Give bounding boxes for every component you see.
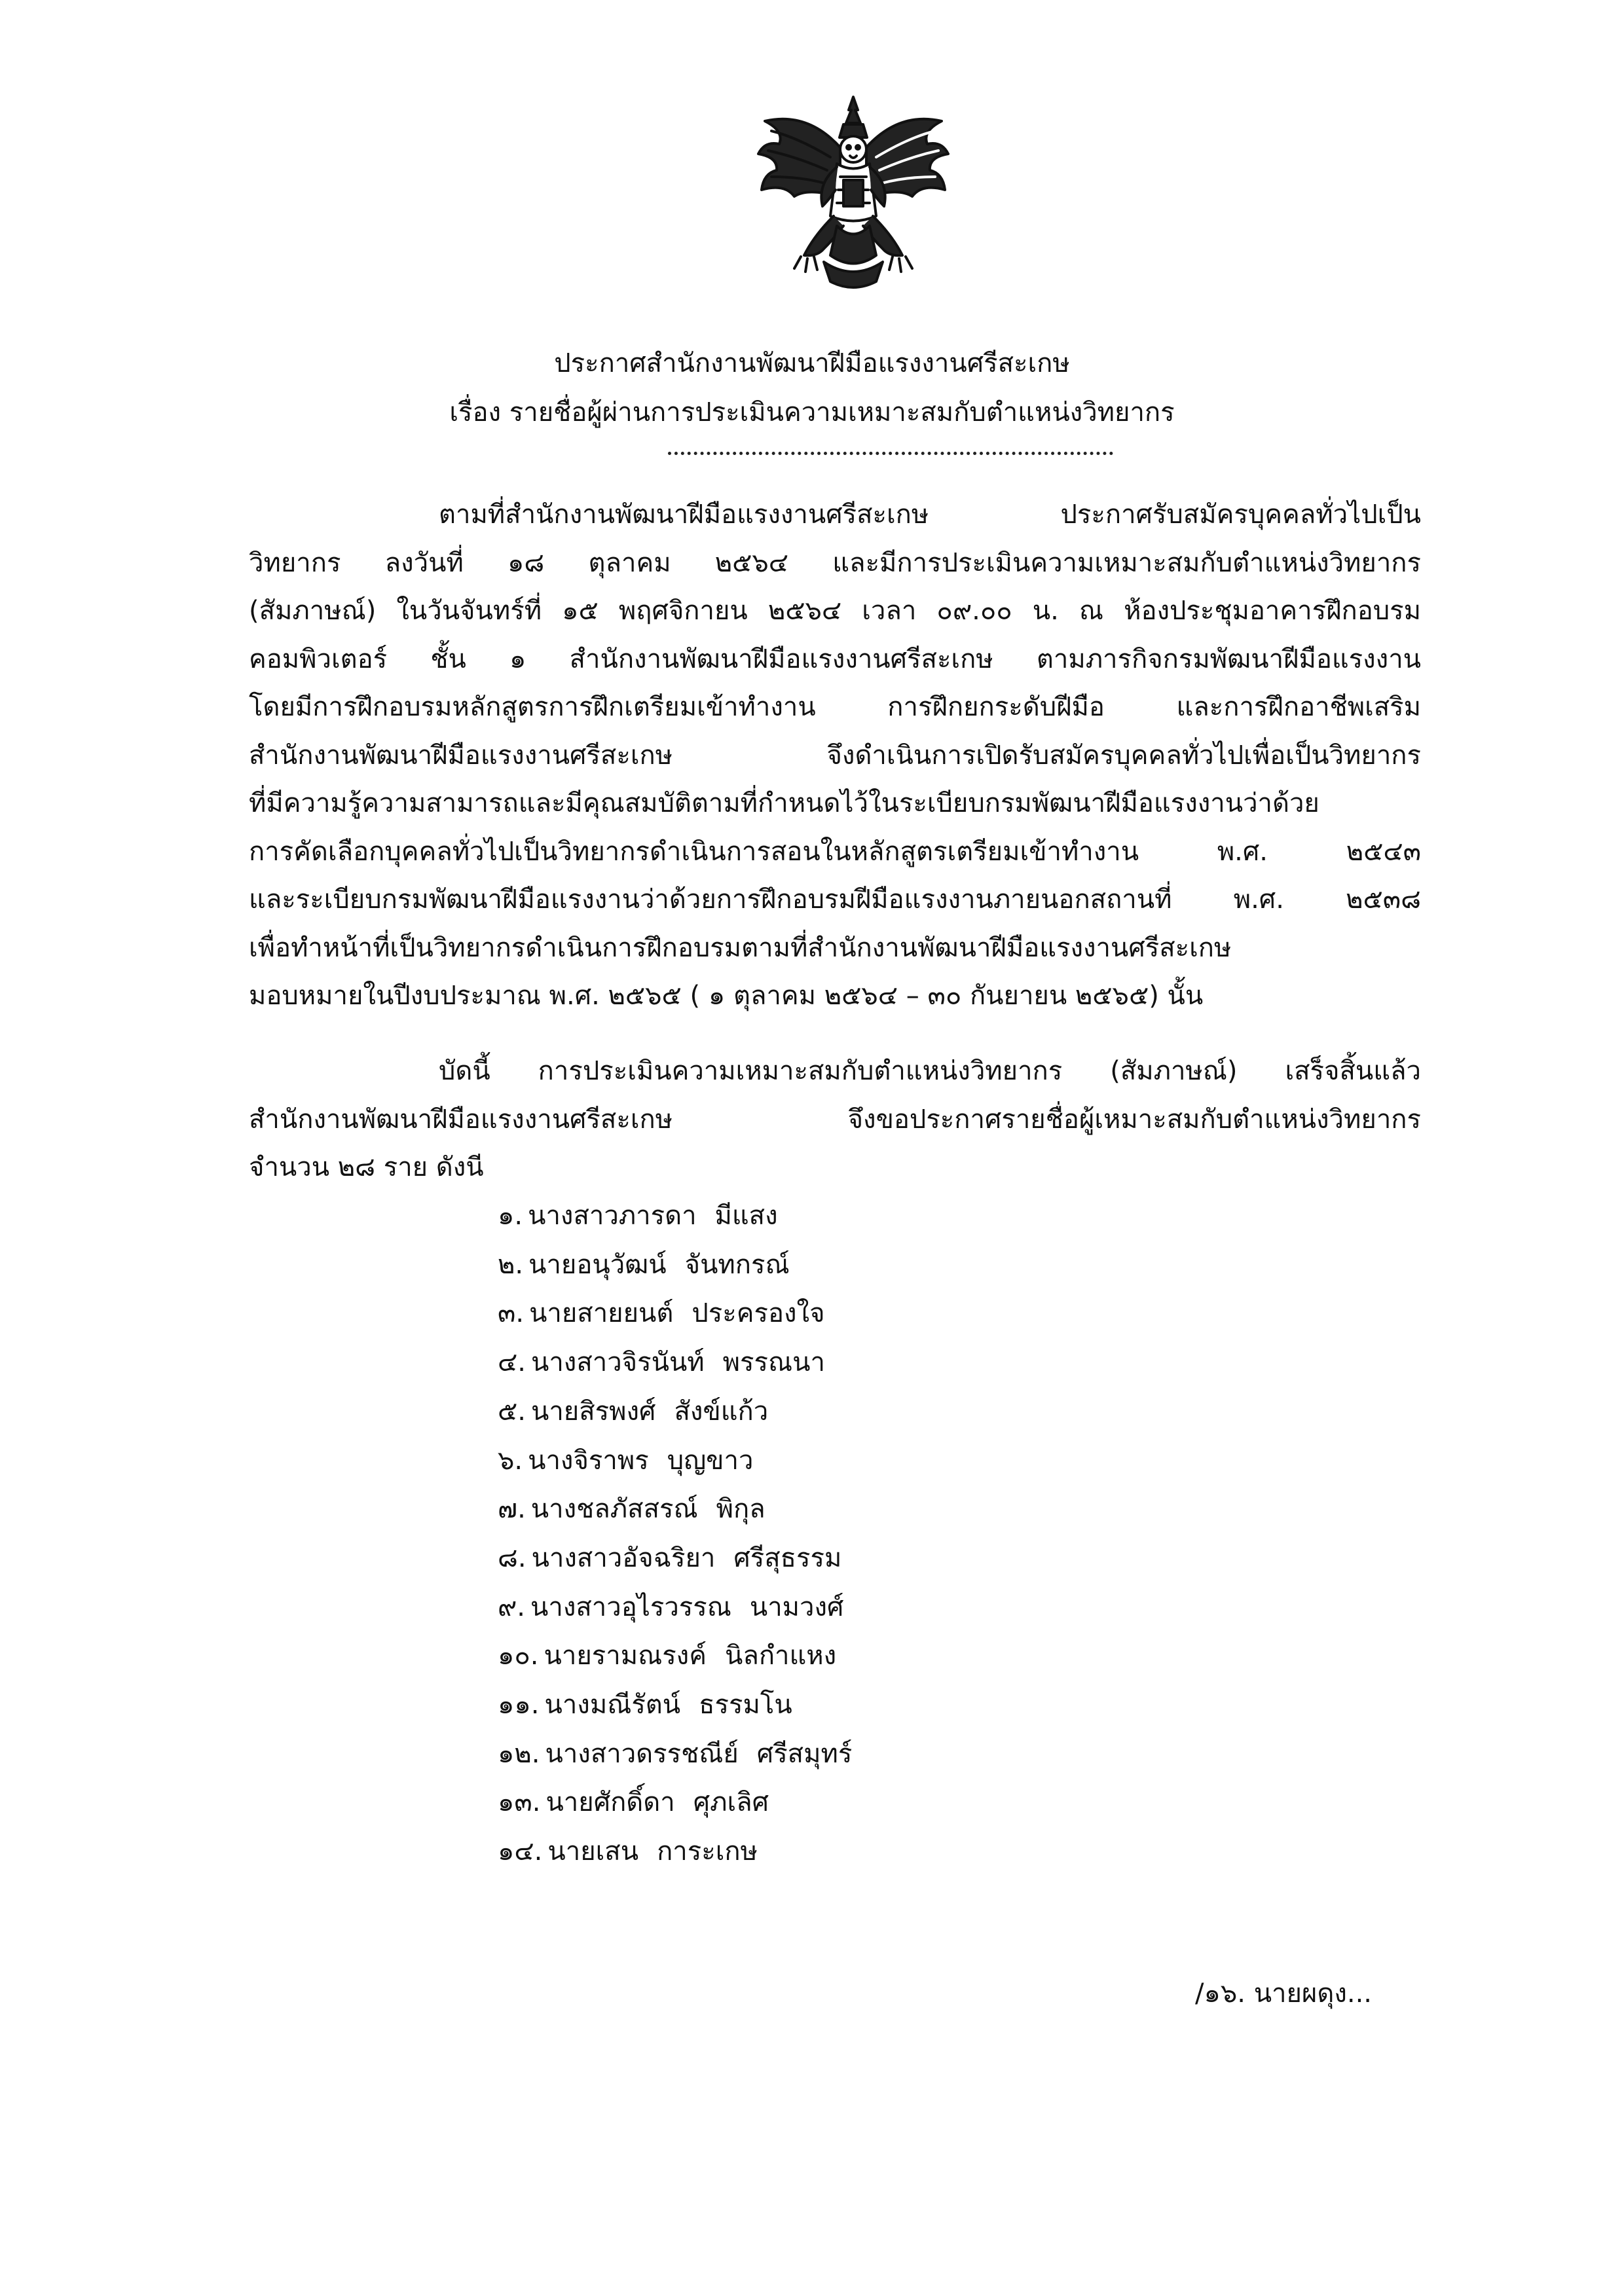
item-first-name: นายอนุวัฒน์	[528, 1249, 667, 1280]
list-item	[498, 1631, 852, 1681]
paragraph-line: มอบหมายในปีงบประมาณ พ.ศ. ๒๕๖๕ ( ๑ ตุลาคม ๒๕๖๔ – ๓๐ กันยายน ๒๕๖๕) นั้น	[249, 981, 1204, 1011]
list-item	[498, 1778, 852, 1827]
list-item	[498, 1289, 852, 1338]
paragraph-line: และระเบียบกรมพัฒนาฝีมือแรงงานว่าด้วยการฝึกอบรมฝีมือแรงงานภายนอกสถานที่ พ.ศ. ๒๕๓๘	[249, 884, 1421, 915]
paragraph-line: การคัดเลือกบุคคลทั่วไปเป็นวิทยากรดำเนินการสอนในหลักสูตรเตรียมเข้าทำงาน พ.ศ. ๒๕๔๓	[249, 836, 1421, 867]
paragraph-line: (สัมภาษณ์) ในวันจันทร์ที่ ๑๕ พฤศจิกายน ๒๕๖๔ เวลา ๐๙.๐๐ น. ณ ห้องประชุมอาคารฝึกอบรม	[249, 596, 1421, 626]
item-last-name: มีแสง	[714, 1201, 778, 1231]
item-last-name: ธรรมโน	[699, 1690, 792, 1721]
item-last-name: การะเกษ	[657, 1836, 758, 1867]
item-last-name: จันทกรณ์	[684, 1249, 790, 1280]
paragraph-line: บัดนี้ การประเมินความเหมาะสมกับตำแหน่งวิทยากร (สัมภาษณ์) เสร็จสิ้นแล้ว	[439, 1056, 1421, 1086]
list-item	[498, 1583, 852, 1632]
list-item	[498, 1485, 852, 1534]
item-first-name: นายสิรพงศ์	[531, 1396, 656, 1427]
list-item	[498, 1730, 852, 1779]
item-last-name: ศรีสุธรรม	[733, 1542, 842, 1573]
garuda-emblem-icon	[745, 85, 961, 301]
item-number: ๑.	[498, 1201, 523, 1231]
paragraph-line: โดยมีการฝึกอบรมหลักสูตรการฝึกเตรียมเข้าทำงาน การฝึกยกระดับฝีมือ และการฝึกอาชีพเสริม	[249, 692, 1421, 722]
item-first-name: นางสาวจิรนันท์	[531, 1347, 705, 1378]
item-first-name: นายศักดิ์ดา	[545, 1787, 675, 1818]
item-first-name: นางสาวอุไรวรรณ	[530, 1592, 731, 1622]
paragraph-line: สำนักงานพัฒนาฝีมือแรงงานศรีสะเกษ จึงขอประกาศรายชื่อผู้เหมาะสมกับตำแหน่งวิทยากร	[249, 1104, 1421, 1135]
paragraph-line: คอมพิวเตอร์ ชั้น ๑ สำนักงานพัฒนาฝีมือแรงงานศรีสะเกษ ตามภารกิจกรมพัฒนาฝีมือแรงงาน	[249, 644, 1421, 674]
item-last-name: พิกุล	[716, 1494, 766, 1525]
list-item	[498, 1241, 852, 1290]
paragraph-line: เพื่อทำหน้าที่เป็นวิทยากรดำเนินการฝึกอบรมตามที่สำนักงานพัฒนาฝีมือแรงงานศรีสะเกษ	[249, 932, 1232, 963]
page-continuation: /๑๖. นายผดุง...	[1195, 1978, 1373, 2009]
item-number: ๘.	[498, 1542, 526, 1573]
item-number: ๕.	[498, 1396, 526, 1427]
list-item	[498, 1338, 852, 1387]
item-last-name: สังข์แก้ว	[674, 1396, 769, 1427]
item-first-name: นางมณีรัตน์	[544, 1690, 681, 1721]
announcement-title: ประกาศสำนักงานพัฒนาฝีมือแรงงานศรีสะเกษ	[554, 348, 1070, 378]
item-last-name: บุญขาว	[667, 1445, 754, 1476]
item-number: ๑๓.	[498, 1787, 541, 1818]
item-number: ๑๒.	[498, 1738, 540, 1769]
paragraph-line: ตามที่สำนักงานพัฒนาฝีมือแรงงานศรีสะเกษ ประกาศรับสมัครบุคคลทั่วไปเป็น	[439, 500, 1421, 530]
item-last-name: ศุภเลิศ	[693, 1787, 769, 1818]
list-item	[498, 1827, 852, 1876]
item-last-name: พรรณนา	[722, 1347, 825, 1378]
item-first-name: นางชลภัสสรณ์	[530, 1494, 698, 1525]
item-first-name: นายเสน	[547, 1836, 639, 1867]
item-first-name: นางจิราพร	[528, 1445, 649, 1476]
item-number: ๒.	[498, 1249, 524, 1280]
body-paragraph-1	[249, 491, 1421, 1021]
item-number: ๗.	[498, 1494, 526, 1525]
list-item	[498, 1681, 852, 1730]
name-list	[498, 1192, 852, 1876]
announcement-subject: เรื่อง รายชื่อผู้ผ่านการประเมินความเหมาะสมกับตำแหน่งวิทยากร	[449, 397, 1175, 428]
item-number: ๓.	[498, 1298, 525, 1329]
paragraph-line: วิทยากร ลงวันที่ ๑๘ ตุลาคม ๒๕๖๔ และมีการประเมินความเหมาะสมกับตำแหน่งวิทยากร	[249, 547, 1421, 578]
item-first-name: นางสาวดรรชณีย์	[545, 1738, 739, 1769]
item-first-name: นายรามณรงค์	[544, 1641, 707, 1671]
item-first-name: นางสาวอัจฉริยา	[531, 1542, 716, 1573]
item-number: ๖.	[498, 1445, 523, 1476]
item-number: ๙.	[498, 1592, 526, 1622]
item-number: ๑๐.	[498, 1641, 539, 1671]
item-last-name: ศรีสมุทร์	[756, 1738, 853, 1769]
paragraph-line: สำนักงานพัฒนาฝีมือแรงงานศรีสะเกษ จึงดำเนินการเปิดรับสมัครบุคคลทั่วไปเพื่อเป็นวิทยากร	[249, 740, 1421, 771]
paragraph-line: ที่มีความรู้ความสามารถและมีคุณสมบัติตามที่กำหนดไว้ในระเบียบกรมพัฒนาฝีมือแรงงานว่าด้วย	[249, 788, 1320, 818]
item-number: ๔.	[498, 1347, 526, 1378]
dotted-divider	[668, 452, 1113, 455]
list-item	[498, 1534, 852, 1583]
item-first-name: นายสายยนต์	[529, 1298, 674, 1329]
list-item	[498, 1192, 852, 1241]
item-number: ๑๔.	[498, 1836, 543, 1867]
item-last-name: นามวงศ์	[749, 1592, 844, 1622]
list-item	[498, 1436, 852, 1485]
list-item	[498, 1387, 852, 1436]
item-last-name: นิลกำแหง	[724, 1641, 837, 1671]
body-paragraph-2	[249, 1048, 1421, 1192]
item-number: ๑๑.	[498, 1690, 540, 1721]
item-first-name: นางสาวภารดา	[528, 1201, 697, 1231]
paragraph-line: จำนวน ๒๘ ราย ดังนี	[249, 1152, 484, 1182]
item-last-name: ประครองใจ	[692, 1298, 825, 1329]
